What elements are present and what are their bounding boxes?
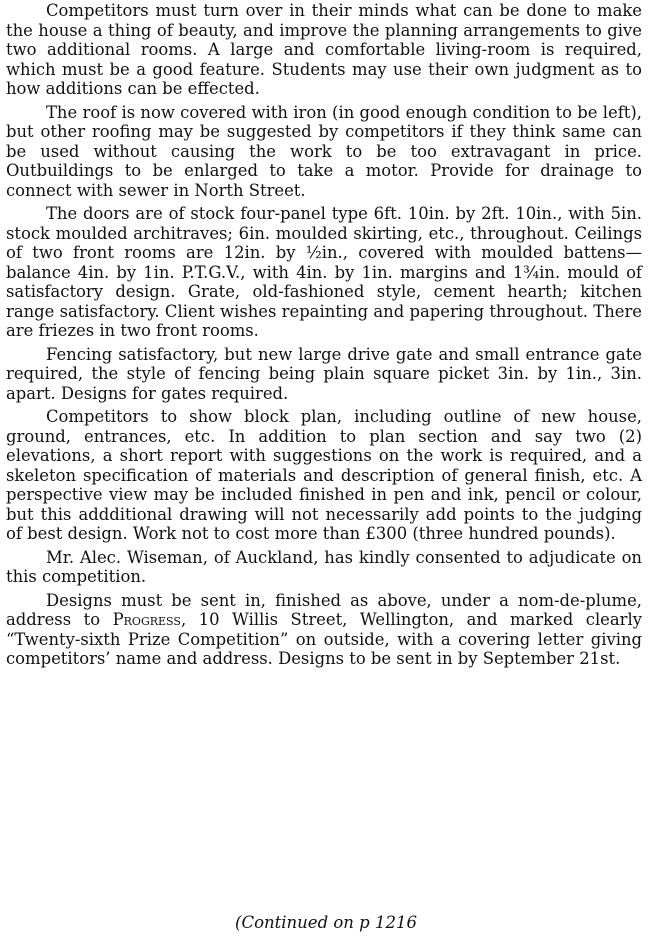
publication-name: Progress [112, 610, 181, 629]
article-body [6, 0, 642, 673]
submission-text-after: , 10 Willis Street, Wellington, and marked clearly “Twenty-sixth Prize Competition” on outside, with a covering letter giving competitors’ name and address. Designs to be sent in by September 21st. [6, 610, 642, 668]
submission-text-before: Designs must be sent in, finished as above, under a nom-de-plume, address to [6, 590, 642, 629]
paragraph-fencing: Fencing satisfactory, but new large drive gate and small entrance gate required, the style of fencing being plain square picket 3in. by 1in., 3in. apart. Designs for gates required. [6, 344, 642, 403]
paragraph-adjudicator: Mr. Alec. Wiseman, of Auckland, has kindly consented to adjudicate on this competition. [6, 547, 642, 586]
paragraph-roof: The roof is now covered with iron (in good enough condition to be left), but other roofing may be suggested by competitors if they think same can be used without causing the work to be too extravagant in price. Outbuildings to be enlarged to take a motor. Provide for drainage to connect with sewer in North Street. [6, 102, 642, 200]
paragraph-requirements: Competitors to show block plan, including outline of new house, ground, entrances, etc. In addition to plan section and say two (2) elevations, a short report with suggestions on the work is required, and a skeleton specification of materials and description of general finish, etc. A perspective view may be included finished in pen and ink, pencil or colour, but this addditional drawing will not necessarily add points to the judging of best design. Work not to cost more than £300 (three hundred pounds). [6, 407, 642, 543]
paragraph-intro: Competitors must turn over in their minds what can be done to make the house a thing of beauty, and improve the planning arrangements to give two additional rooms. A large and comfortable living-room is required, which must be a good feature. Students may use their own judgment as to how additions can be effected. [6, 1, 642, 98]
paragraph-submission [6, 591, 642, 669]
continued-note: (Continued on p 1216 [235, 913, 417, 932]
paragraph-doors: The doors are of stock four-panel type 6ft. 10in. by 2ft. 10in., with 5in. stock moulded architraves; 6in. moulded skirting, etc., throughout. Ceilings of two front rooms are 12in. by ½in., covered with moulded battens—balance 4in. by 1in. P.T.G.V., with 4in. by 1in. margins and 1¾in. mould of satisfactory design. Grate, old-fashioned style, cement hearth; kitchen range satisfactory. Client wishes repainting and papering throughout. There are friezes in two front rooms. [6, 204, 642, 340]
